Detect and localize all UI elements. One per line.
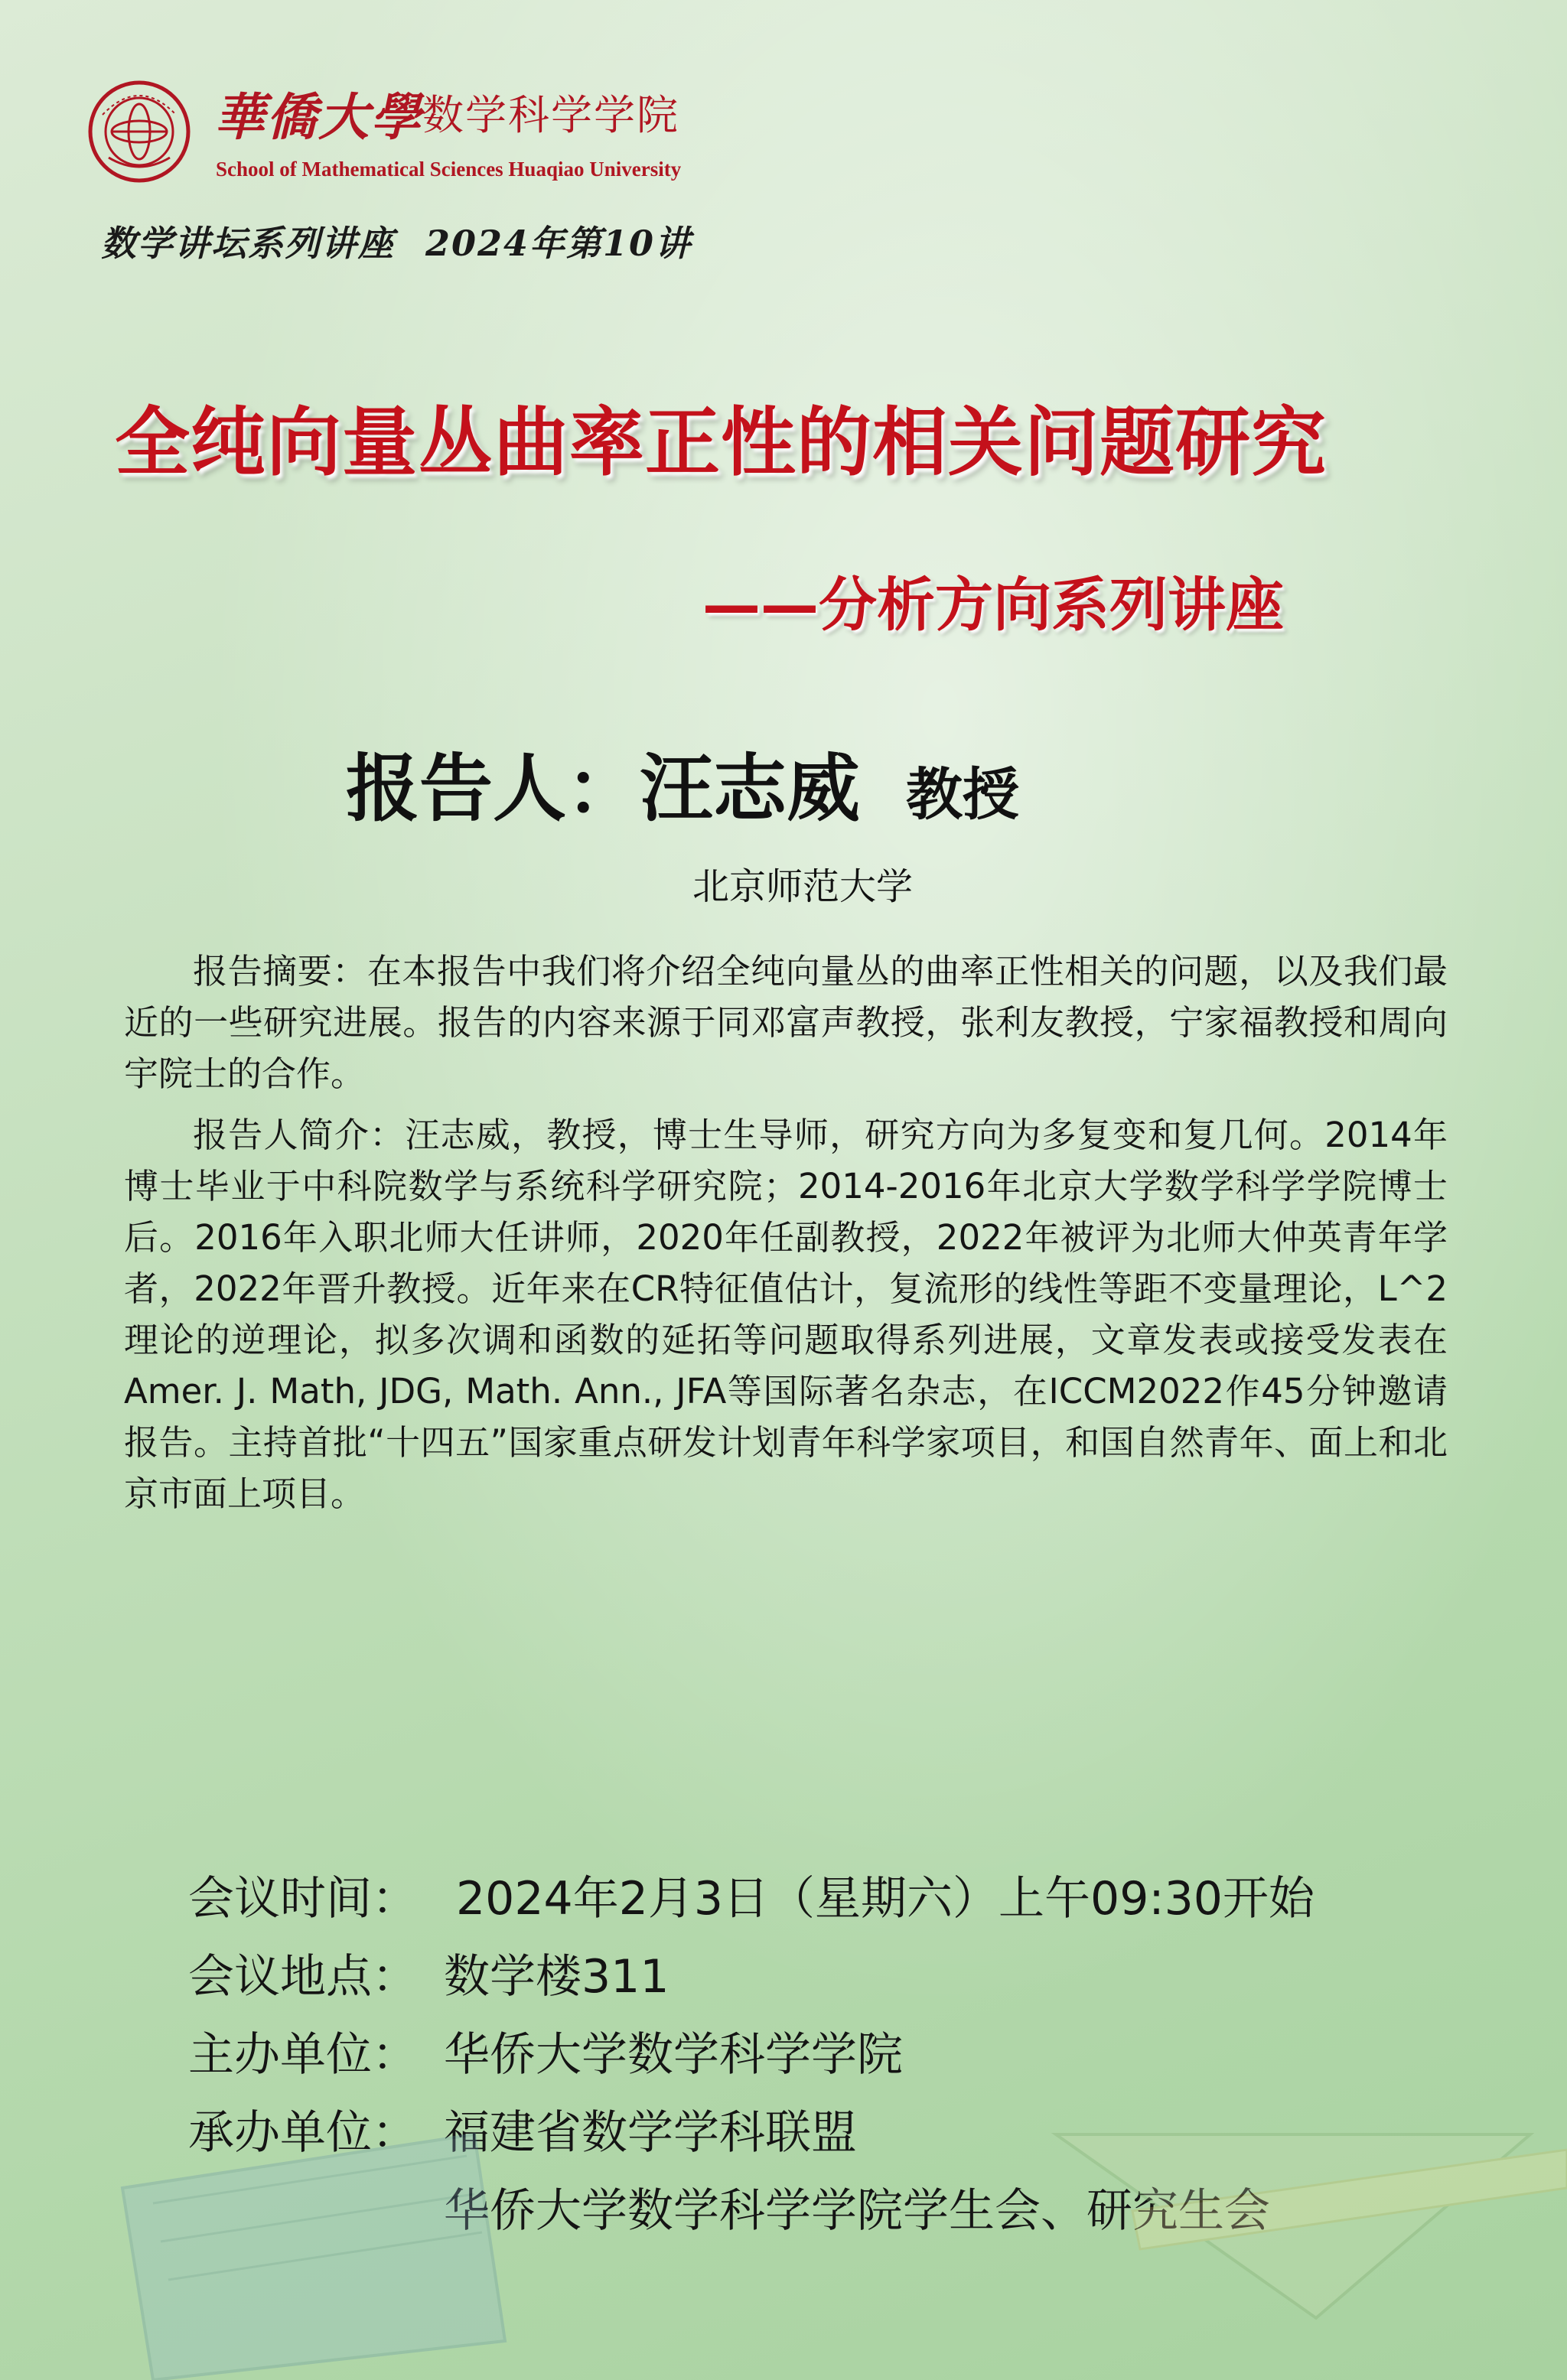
university-seal-icon <box>86 78 193 185</box>
speaker-name: 汪志威 <box>640 746 860 832</box>
speaker-label: 报告人： <box>346 746 640 832</box>
time-label: 会议时间： <box>188 1872 418 1926</box>
time-value: 2024年2月3日（星期六）上午09:30开始 <box>456 1872 1315 1926</box>
organizer-value-2: 华侨大学数学科学学院学生会、研究生会 <box>444 2184 1270 2238</box>
speaker-affiliation: 北京师范大学 <box>692 865 914 908</box>
place-value: 数学楼311 <box>444 1950 669 2004</box>
place-row <box>188 1934 1412 2012</box>
series-number: 2024年第10讲 <box>425 223 692 264</box>
school-name-cn: 数学科学学院 <box>422 91 679 139</box>
host-row <box>188 2012 1412 2090</box>
abstract-paragraph: 报告摘要：在本报告中我们将介绍全纯向量丛的曲率正性相关的问题，以及我们最近的一些研究进展。报告的内容来源于同邓富声教授，张利友教授，宁家福教授和周向宇院士的合作。 <box>124 951 1448 1094</box>
university-name: 華僑大學 <box>214 87 422 147</box>
lecture-title: 全纯向量丛曲率正性的相关问题研究 <box>115 399 1328 487</box>
organizer-row-2 <box>188 2168 1412 2246</box>
time-row <box>188 1856 1412 1934</box>
speaker-line <box>346 731 1019 835</box>
organizer-row <box>188 2090 1412 2168</box>
lecture-subtitle: ——分析方向系列讲座 <box>702 571 1284 639</box>
body-text <box>124 946 1448 1529</box>
school-name-en: School of Mathematical Sciences Huaqiao University <box>216 158 682 181</box>
host-value: 华侨大学数学科学学院 <box>444 2028 903 2082</box>
series-name: 数学讲坛系列讲座 <box>101 223 395 264</box>
series-line <box>101 216 692 266</box>
place-label: 会议地点： <box>188 1950 418 2004</box>
school-logo <box>86 73 851 188</box>
meeting-info <box>188 1856 1412 2246</box>
host-label: 主办单位： <box>188 2028 418 2082</box>
organizer-value-1: 福建省数学学科联盟 <box>444 2106 857 2160</box>
speaker-title: 教授 <box>906 762 1019 828</box>
organizer-label: 承办单位： <box>188 2106 418 2160</box>
bio-paragraph: 报告人简介：汪志威，教授，博士生导师，研究方向为多复变和复几何。2014年博士毕业于中科院数学与系统科学研究院；2014-2016年北京大学数学科学学院博士后。2016年入职北师大任讲师，2020年任副教授，2022年被评为北师大仲英青年学者，2022年晋升教授。近年来在CR特征值估计，复流形的线性等距不变量理论，L^2理论的逆理论，拟多次调和函数的延拓等问题取得系列进展，文章发表或接受发表在Amer. J. Math, JDG, Math. Ann., JFA等国际著名杂志，在ICCM2022作45分钟邀请报告。主持首批“十四五”国家重点研发计划青年科学家项目，和国自然青年、面上和北京市面上项目。 <box>124 1115 1448 1514</box>
